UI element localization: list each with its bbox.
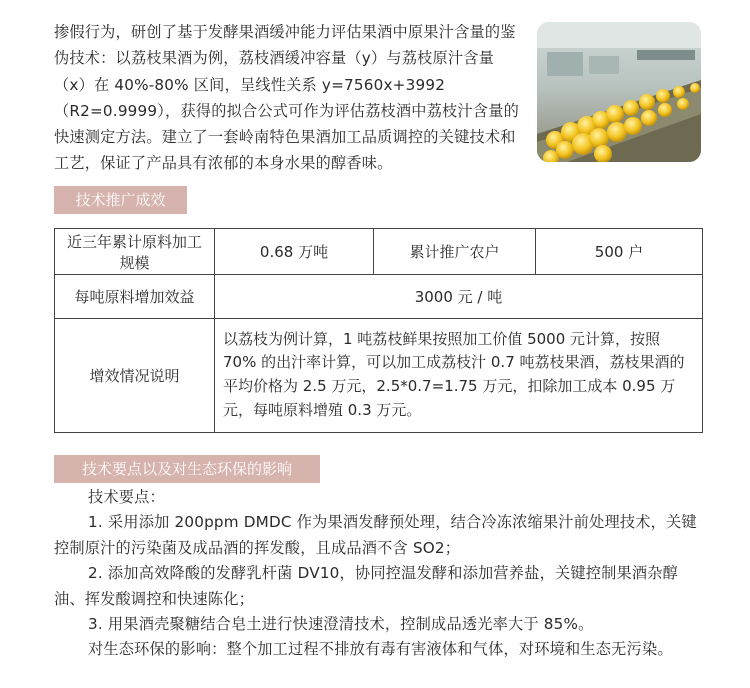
tech-points-body xyxy=(54,485,706,663)
intro-text: 掺假行为，研创了基于发酵果酒缓冲能力评估果酒中原果汁含量的鉴伪技术：以荔枝果酒为例，荔枝酒缓冲容量（y）与荔枝原汁含量（x）在 40%-80% 区间，呈线性关系 y=7560x+3992（R2=0.9999），获得的拟合公式可作为评估荔枝酒中荔枝汁含量的快速测定方法。建立了一套岭南特色果酒加工品质调控的关键技术和工艺，保证了产品具有浓郁的本身水果的醇香味。 xyxy=(54,23,519,173)
table-row xyxy=(55,275,703,319)
tech-point: 2. 添加高效降酸的发酵乳杆菌 DV10，协同控温发酵和添加营养盐，关键控制果酒杂醇油、挥发酸调控和快速陈化； xyxy=(54,564,679,608)
eco-impact-text: 对生态环保的影响：整个加工过程不排放有毒有害液体和气体，对环境和生态无污染。 xyxy=(88,640,673,659)
section-header-promotion-results: 技术推广成效 xyxy=(54,186,187,214)
intro-paragraph xyxy=(54,19,524,177)
section-header-tech-points: 技术要点以及对生态环保的影响 xyxy=(54,455,320,483)
tech-heading: 技术要点： xyxy=(88,488,165,506)
farmers-value: 500 户 xyxy=(536,229,703,275)
explanation-label: 增效情况说明 xyxy=(55,319,215,433)
processing-scale-value: 0.68 万吨 xyxy=(215,229,374,275)
fruit-processing-photo xyxy=(537,22,701,162)
farmers-label: 累计推广农户 xyxy=(374,229,536,275)
table-row xyxy=(55,319,703,433)
explanation-value: 以荔枝为例计算，1 吨荔枝鲜果按照加工价值 5000 元计算，按照 70% 的出汁率计算，可以加工成荔枝汁 0.7 吨荔枝果酒，荔枝果酒的平均价格为 2.5 万元，2.5*0.7=1.75 万元，扣除加工成本 0.95 万元，每吨原料增殖 0.3 万元。 xyxy=(215,319,703,433)
tech-point: 1. 采用添加 200ppm DMDC 作为果酒发酵预处理，结合冷冻浓缩果汁前处理技术，关键控制原汁的污染菌及成品酒的挥发酸，且成品酒不含 SO2； xyxy=(54,513,697,557)
table-row xyxy=(55,229,703,275)
tech-point: 3. 用果酒壳聚糖结合皂土进行快速澄清技术，控制成品透光率大于 85%。 xyxy=(88,615,594,634)
processing-line-image xyxy=(537,22,701,162)
benefit-label: 每吨原料增加效益 xyxy=(55,275,215,319)
benefit-value: 3000 元 / 吨 xyxy=(215,275,703,319)
metrics-table xyxy=(54,228,703,433)
processing-scale-label: 近三年累计原料加工规模 xyxy=(55,229,215,275)
